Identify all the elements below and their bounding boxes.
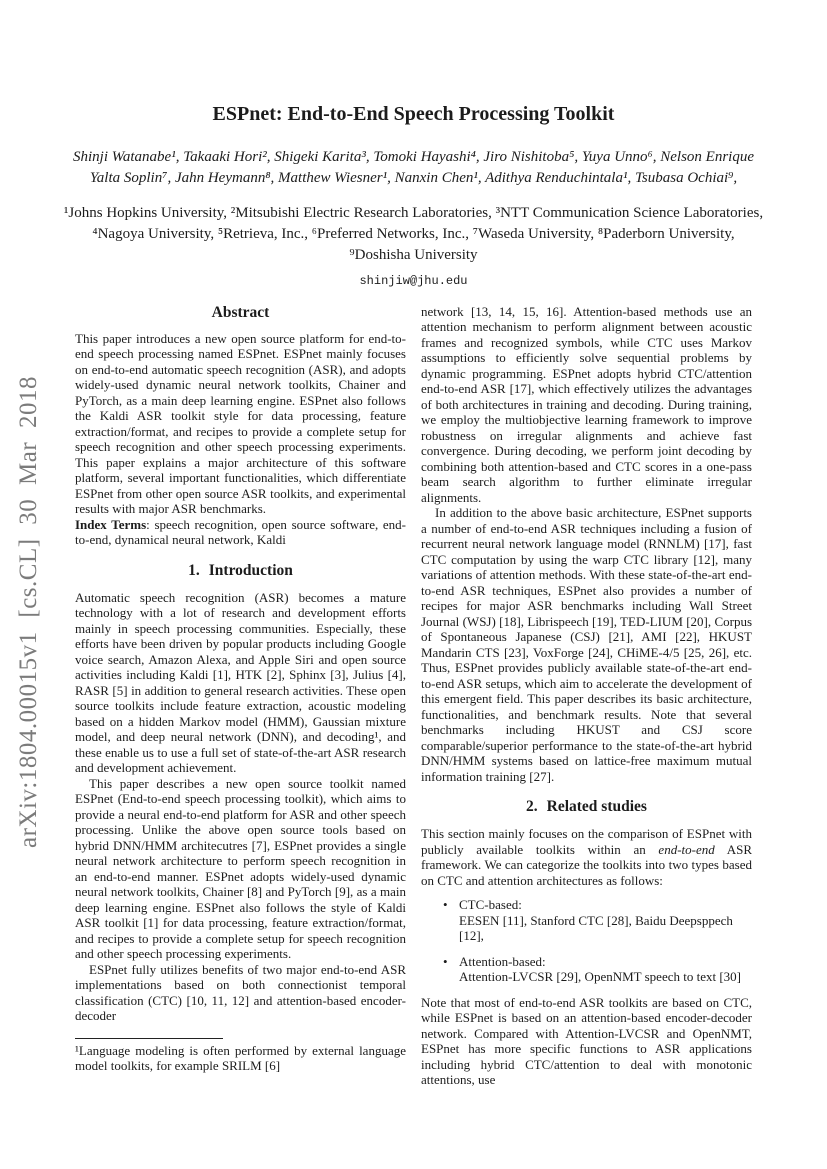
right-paragraph-1: network [13, 14, 15, 16]. Attention-based methods use an attention mechanism to perform alignment between acoustic frames and recognized symbols, while CTC uses Markov assumptions to efficiently solve sequential problems by dynamic programming. ESPnet adopts hybrid CTC/attention end-to-end ASR [17], which effectively utilizes the advantages of both architectures in training and decoding. During training, we employ the multiobjective learning framework to improve robustness on irregular alignments and achieve fast convergence. During decoding, we perform joint decoding by combining both attention-based and CTC scores in a one-pass beam search algorithm to further eliminate irregular alignments. (421, 303, 752, 505)
section-title: Related studies (546, 798, 647, 816)
intro-paragraph-3: ESPnet fully utilizes benefits of two major end-to-end ASR implementations based on both connectionist temporal classification (CTC) [10, 11, 12] and attention-based encoder-decoder (75, 961, 406, 1024)
index-terms-label: Index Terms (75, 516, 147, 532)
author-list: Shinji Watanabe¹, Takaaki Hori², Shigeki Karita³, Tomoki Hayashi⁴, Jiro Nishitoba⁵, Yuya Unno⁶, Nelson Enrique Yalta Soplin⁷, Jahn Heymann⁸, Matthew Wiesner¹, Nanxin Chen¹, Adithya Renduchintala¹, Tsubasa Ochiai⁹, (73, 149, 754, 187)
index-terms (75, 517, 406, 548)
related-intro-italic: end-to-end (658, 841, 715, 857)
list-item-ctc-based (443, 897, 752, 944)
related-intro-pre: This section mainly focuses on the comparison of ESPnet with publicly available toolkits within an (421, 826, 752, 857)
section-heading-introduction (75, 562, 406, 580)
list-item-attention-based (443, 954, 752, 985)
bullet-label: • CTC-based: (459, 897, 522, 913)
intro-paragraph-1: Automatic speech recognition (ASR) becomes a mature technology with a lot of research and development efforts mainly in speech processing communities. Especially, these efforts have been driven by popular products including Google voice search, Amazon Alexa, and Apple Siri and open source activities including Kaldi [1], HTK [2], Sphinx [3], Julius [4], RASR [5] in addition to general research activities. These open source toolkits include feature extraction, acoustic modeling based on a hidden Markov model (HMM), Gaussian mixture model, and deep neural network (DNN), and decoding¹, and these enable us to use a full set of state-of-the-art ASR research and development achievement. (75, 589, 406, 776)
left-column (75, 304, 406, 1088)
related-intro (421, 826, 752, 888)
section-number: 2. (526, 798, 538, 816)
two-column-body (0, 288, 827, 1088)
right-column (421, 304, 752, 1088)
bullet-label: • Attention-based: (459, 953, 546, 969)
arxiv-watermark: arXiv:1804.00015v1 [cs.CL] 30 Mar 2018 (15, 376, 42, 848)
paper-header (0, 0, 827, 288)
affiliation-list: ¹Johns Hopkins University, ²Mitsubishi Electric Research Laboratories, ³NTT Communication Science Laboratories, ⁴Nagoya University, ⁵Retrieva, Inc., ⁶Preferred Networks, Inc., ⁷Waseda University, ⁸Paderborn University, ⁹Doshisha University (63, 204, 764, 263)
section-title: Introduction (208, 561, 293, 579)
abstract-heading: Abstract (211, 303, 270, 321)
footnote-block (75, 1038, 406, 1074)
toolkit-category-list (443, 897, 752, 985)
paper-title: ESPnet: End-to-End Speech Processing Toolkit (212, 103, 615, 125)
section-heading-related-studies (421, 798, 752, 816)
bullet-text: Attention-LVCSR [29], OpenNMT speech to text [30] (459, 969, 741, 985)
author-email: shinjiw@jhu.edu (359, 273, 468, 288)
related-intro-post: ASR framework. We can categorize the toolkits into two types based on CTC and attention architectures as follows: (421, 841, 752, 888)
right-paragraph-2: In addition to the above basic architecture, ESPnet supports a number of end-to-end ASR techniques including a fusion of recurrent neural network language model (RNNLM) [17], fast CTC computation by using the warp CTC library [12], many variations of attention methods. With these state-of-the-art end-to-end ASR techniques, ESPnet also provides a number of recipes for major ASR benchmarks including Wall Street Journal (WSJ) [18], Librispeech [19], TED-LIUM [20], Corpus of Spontaneous Japanese (CSJ) [21], AMI [22], HKUST Mandarin CTS [23], VoxForge [24], CHiME-4/5 [25, 26], etc. Thus, ESPnet provides publicly available state-of-the-art end-to-end ASR setups, which aim to accelerate the development of this emergent field. This paper describes its basic architecture, functionalities, and benchmark results. Note that several benchmarks including HKUST and CSJ score comparable/superior performance to the state-of-the-art hybrid DNN/HMM systems based on lattice-free maximum mutual information training [27]. (421, 505, 752, 784)
index-terms-text: : speech recognition, open source software, end-to-end, dynamical neural network, Kaldi (75, 516, 406, 548)
abstract-text: This paper introduces a new open source platform for end-to-end speech processing named ESPnet. ESPnet mainly focuses on end-to-end automatic speech recognition (ASR), and adopts widely-used dynamic neural network toolkits, Chainer and PyTorch, as a main deep learning engine. ESPnet also follows the Kaldi ASR toolkit style for data processing, feature extraction/format, and recipes to provide a complete setup for speech recognition and other speech processing experiments. This paper explains a major architecture of this software platform, several important functionalities, which differentiate ESPnet from other open source ASR toolkits, and experimental results with major ASR benchmarks. (75, 330, 406, 517)
section-number: 1. (188, 561, 200, 579)
bullet-text: EESEN [11], Stanford CTC [28], Baidu Deepsppech [12], (459, 912, 733, 944)
footnote-rule (75, 1038, 223, 1039)
intro-paragraph-2: This paper describes a new open source toolkit named ESPnet (End-to-end speech processing toolkit), which aims to provide a neural end-to-end platform for ASR and other speech processing. Unlike the above open source tools based on hybrid DNN/HMM architecutres [7], ESPnet provides a single neural network architecture to perform speech recognition in an end-to-end manner. ESPnet adopts widely-used dynamic neural network toolkits, Chainer [8] and PyTorch [9], as a main deep learning engine. ESPnet also follows the style of Kaldi ASR toolkit [1] for data processing, feature extraction/format, and recipes to provide a complete setup for speech recognition and other speech processing experiments. (75, 775, 406, 962)
footnote-text: ¹Language modeling is often performed by external language model toolkits, for example SRILM [6] (75, 1042, 406, 1074)
related-outro: Note that most of end-to-end ASR toolkits are based on CTC, while ESPnet is based on an attention-based encoder-decoder network. Compared with Attention-LVCSR and OpenNMT, ESPnet has more specific functions to ASR applications including hybrid CTC/attention to deal with monotonic attentions, use (421, 994, 752, 1088)
